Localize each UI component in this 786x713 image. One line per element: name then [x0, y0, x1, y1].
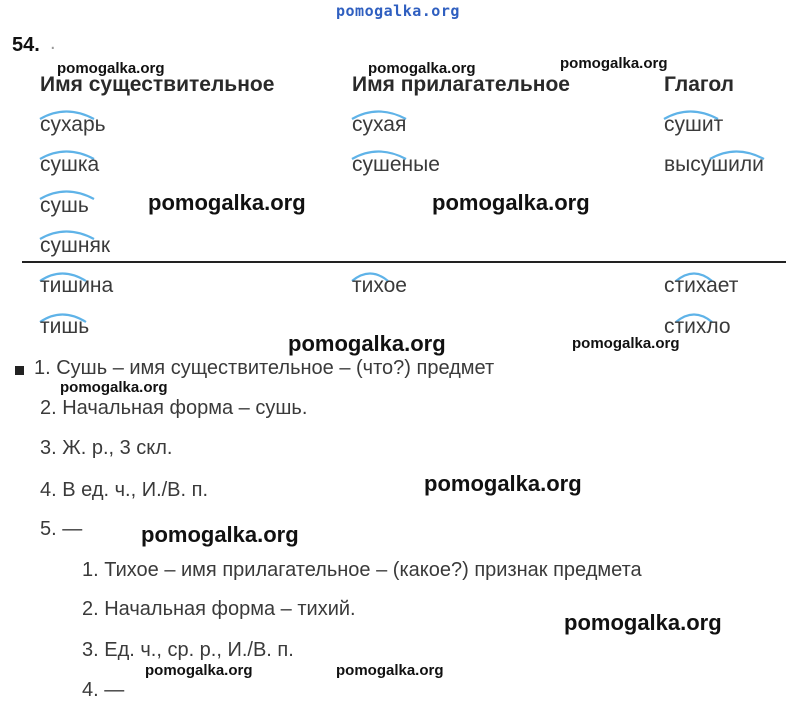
word-adjective: тихое: [352, 274, 407, 297]
analysis-adjective-line: 4. —: [82, 679, 125, 701]
watermark-top: pomogalka.org: [336, 2, 460, 20]
watermark-large: pomogalka.org: [148, 190, 306, 215]
watermark-small: pomogalka.org: [368, 60, 476, 77]
watermark-small: pomogalka.org: [60, 379, 168, 396]
word-adjective: сушеные: [352, 153, 440, 176]
watermark-small: pomogalka.org: [57, 60, 165, 77]
word-verb: стихло: [664, 315, 731, 338]
watermark-large: pomogalka.org: [564, 610, 722, 635]
header-noun: Имя существительное: [40, 73, 275, 96]
watermark-large: pomogalka.org: [141, 522, 299, 547]
word-verb: стихает: [664, 274, 739, 297]
word-noun: сушняк: [40, 234, 111, 257]
word-noun: тишина: [40, 274, 114, 297]
exercise-mark: .: [50, 32, 56, 54]
word-noun: тишь: [40, 315, 90, 338]
watermark-small: pomogalka.org: [572, 335, 680, 352]
watermark-large: pomogalka.org: [424, 471, 582, 496]
word-noun: сухарь: [40, 113, 106, 136]
analysis-noun-line: 3. Ж. р., 3 скл.: [40, 437, 173, 459]
analysis-adjective-line: 2. Начальная форма – тихий.: [82, 598, 356, 620]
analysis-noun-line: 2. Начальная форма – сушь.: [40, 397, 308, 419]
word-verb: сушит: [664, 113, 724, 136]
analysis-noun-line: 1. Сушь – имя существительное – (что?) предмет: [34, 357, 495, 379]
watermark-small: pomogalka.org: [336, 662, 444, 679]
watermark-large: pomogalka.org: [432, 190, 590, 215]
analysis-adjective-line: 3. Ед. ч., ср. р., И./В. п.: [82, 639, 294, 661]
watermark-small: pomogalka.org: [145, 662, 253, 679]
watermark-small: pomogalka.org: [560, 55, 668, 72]
analysis-adjective-line: 1. Тихое – имя прилагательное – (какое?) признак предмета: [82, 559, 642, 581]
word-noun: сушка: [40, 153, 100, 176]
word-verb: высушили: [664, 153, 764, 176]
word-noun: сушь: [40, 194, 89, 217]
analysis-noun-line: 4. В ед. ч., И./В. п.: [40, 479, 209, 501]
header-verb: Глагол: [664, 73, 734, 96]
header-adjective: Имя прилагательное: [352, 73, 570, 96]
word-adjective: сухая: [352, 113, 407, 136]
watermark-large: pomogalka.org: [288, 331, 446, 356]
divider-line: [22, 261, 786, 263]
bullet-marker: [15, 366, 24, 375]
exercise-number: 54.: [12, 34, 40, 56]
analysis-noun-line: 5. —: [40, 518, 83, 540]
